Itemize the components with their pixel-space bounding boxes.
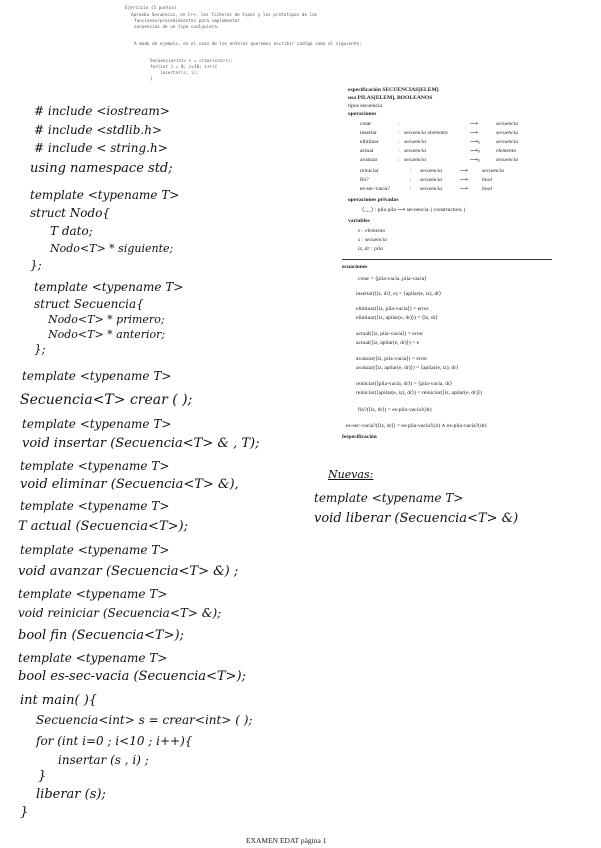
code-line: bool fin (Secuencia<T>); — [18, 628, 184, 643]
example-code-line: for(int i = 0; i<10; i++){ — [150, 65, 218, 70]
code-line: int main( ){ — [20, 693, 98, 708]
code-line: template <typename T> — [22, 369, 172, 383]
code-line: } — [20, 805, 29, 820]
example-code-line: Secuencia<int> s = crear<int>(); — [150, 59, 233, 64]
code-line: insertar (s , i) ; — [58, 753, 149, 767]
equation: avanzar(⟨iz, apilar(e, dr)⟩) = ⟨apilar(e, iz), dr⟩ — [356, 365, 459, 371]
equation: eliminar(⟨iz, apilar(e, dr)⟩) = ⟨iz, dr⟩ — [356, 315, 438, 321]
code-line: }; — [34, 342, 46, 356]
op-result: secuencia — [482, 168, 505, 174]
op-name: actual — [360, 148, 374, 154]
op-result: secuencia — [496, 139, 519, 145]
code-line: Secuencia<int> s = crear<int> ( ); — [36, 713, 253, 727]
code-line: template <typename T> — [20, 499, 170, 513]
code-line: # include < string.h> — [34, 141, 168, 155]
variable: iz, dr : pila — [358, 246, 383, 252]
op-name: reiniciar — [360, 168, 379, 174]
op-result: secuencia — [496, 121, 519, 127]
spec-operations-title: operaciones — [348, 111, 377, 117]
op-name: insertar — [360, 130, 377, 136]
equation: eliminar(⟨iz, pila-vacía⟩) = error — [356, 306, 429, 312]
code-line: Nodo<T> * anterior; — [48, 328, 166, 341]
equation: reiniciar(⟨pila-vacía, dr⟩) = ⟨pila-vacía, dr⟩ — [356, 381, 453, 387]
code-line: # include <stdlib.h> — [34, 123, 162, 137]
divider — [342, 259, 552, 260]
code-line: Nodo<T> * primero; — [48, 313, 165, 326]
code-line: Secuencia<T> crear ( ); — [20, 392, 193, 408]
spec-types: tipos secuencia — [348, 103, 383, 109]
spec-uses: usa PILAS[ELEM], BOOLEANOS — [348, 95, 433, 101]
example-code-line: } — [150, 77, 153, 82]
code-line: template <typename T> — [30, 188, 180, 202]
op-name: fin? — [360, 177, 369, 183]
equation: insertar(⟨iz, dr⟩, e) = ⟨apilar(e, iz), dr⟩ — [356, 291, 442, 297]
op-result: secuencia — [496, 157, 519, 163]
nuevas-line: template <typename T> — [314, 491, 464, 505]
code-line: }; — [30, 258, 42, 272]
equation: es-sec-vacía?(⟨iz, dr⟩) = es-pila-vacía?(iz) ∧ es-pila-vacía?(dr) — [346, 423, 487, 429]
exercise-line: funciones/procedimientos para implementar — [134, 19, 241, 24]
op-args: secuencia — [404, 139, 427, 145]
code-line: struct Nodo{ — [30, 206, 111, 220]
equation: crear = ⟨pila-vacía, pila-vacía⟩ — [358, 276, 427, 282]
code-line: void insertar (Secuencia<T> & , T); — [22, 436, 260, 451]
exercise-line: A modo de ejemplo, en el caso de los enteros queremos escribir codigo como el siguiente: — [134, 42, 362, 47]
page-footer: EXAMEN EDAT página 1 — [246, 836, 327, 845]
variable: e : elemento — [358, 228, 386, 234]
op-args: secuencia — [404, 148, 427, 154]
code-line: void reiniciar (Secuencia<T> &); — [18, 606, 222, 620]
code-line: # include <iostream> — [34, 104, 170, 118]
op-name: eliminar — [360, 139, 379, 145]
code-line: template <typename T> — [18, 587, 168, 601]
variable: s : secuencia — [358, 237, 387, 243]
op-args: secuencia — [404, 157, 427, 163]
op-args: secuencia — [420, 186, 443, 192]
spec-title: especificación SECUENCIAS[ELEM] — [348, 87, 439, 93]
op-name: avanzar — [360, 157, 378, 163]
private-ops-title: operaciones privadas — [348, 197, 399, 203]
code-line: liberar (s); — [36, 787, 106, 802]
code-line: Nodo<T> * siguiente; — [50, 242, 174, 255]
op-name: es-sec-vacía? — [360, 186, 390, 192]
spec-end: fespecificación — [342, 434, 377, 440]
op-args: secuencia elemento — [404, 130, 448, 136]
code-line: struct Secuencia{ — [34, 297, 144, 311]
variables-title: variables — [348, 218, 370, 224]
exercise-line: Aprueba Secuencia, en C++, los ficheros de tipos y los prototipos de las — [131, 13, 318, 18]
private-op: ⟨_,_⟩ : pila pila ⟶ secuencia { constructora } — [362, 207, 466, 213]
code-line: bool es-sec-vacia (Secuencia<T>); — [18, 669, 246, 684]
exercise-line: secuencias de un tipo cualquiera. — [134, 25, 220, 30]
op-result: bool — [482, 177, 492, 183]
example-code-line: insertar(s, i); — [160, 71, 199, 76]
op-result: elemento — [496, 148, 517, 154]
code-line: template <typename T> — [18, 651, 168, 665]
equations-title: ecuaciones — [342, 264, 368, 270]
equation: avanzar(⟨iz, pila-vacía⟩) = error — [356, 356, 428, 362]
code-line: template <typename T> — [34, 280, 184, 294]
code-line: T actual (Secuencia<T>); — [18, 519, 188, 534]
code-line: template <typename T> — [22, 417, 172, 431]
code-line: void avanzar (Secuencia<T> &) ; — [18, 564, 239, 579]
code-line: } — [38, 769, 47, 784]
code-line: using namespace std; — [30, 161, 173, 176]
code-line: void eliminar (Secuencia<T> &), — [20, 477, 239, 492]
equation: reiniciar(⟨apilar(e, iz), dr⟩) = reiniciar(⟨iz, apilar(e, dr)⟩) — [356, 390, 482, 396]
equation: actual(⟨iz, apilar(e, dr)⟩) = e — [356, 340, 420, 346]
op-result: bool — [482, 186, 492, 192]
op-args: secuencia — [420, 177, 443, 183]
op-args: secuencia — [420, 168, 443, 174]
equation: actual(⟨iz, pila-vacía⟩) = error — [356, 331, 424, 337]
code-line: T dato; — [50, 224, 93, 238]
op-result: secuencia — [496, 130, 519, 136]
code-line: for (int i=0 ; i<10 ; i++){ — [36, 734, 193, 748]
code-line: template <typename T> — [20, 459, 170, 473]
nuevas-line: void liberar (Secuencia<T> &) — [314, 511, 519, 526]
op-name: crear — [360, 121, 372, 127]
exercise-heading: Ejercicio (5 puntos) — [125, 6, 177, 11]
nuevas-title: Nuevas: — [328, 468, 374, 481]
code-line: template <typename T> — [20, 543, 170, 557]
equation: fin?(⟨iz, dr⟩) = es-pila-vacía?(dr) — [358, 407, 432, 413]
